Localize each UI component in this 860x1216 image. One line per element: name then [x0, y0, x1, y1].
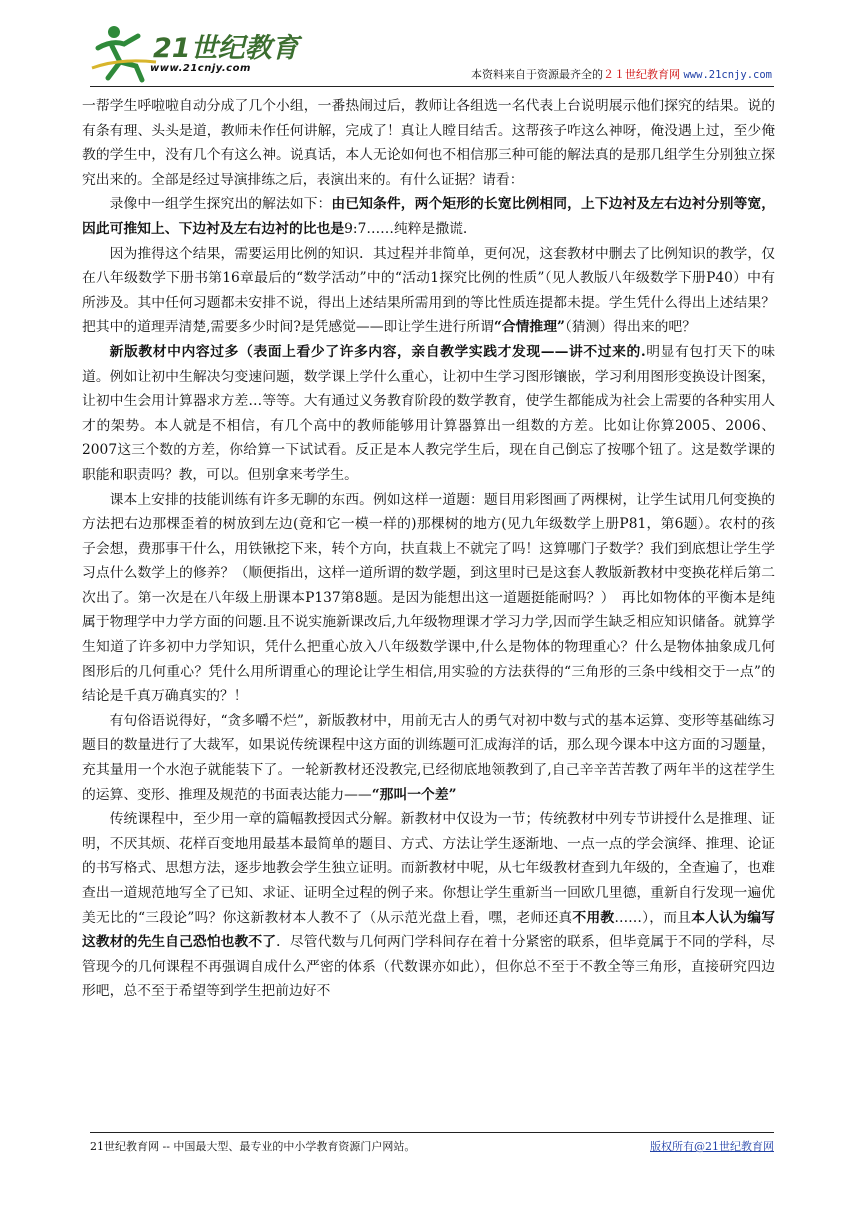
paragraph-4-bold: 新版教材中内容过多（表面上看少了许多内容，亲自教学实践才发现——讲不过来的.	[109, 343, 646, 360]
paragraph-4-text: 明显有包打天下的味道。例如让初中生解决匀变速问题，数学课上学什么重心，让初中生学习图形镶嵌，学习利用图形变换设计图案，让初中生会用计算器求方差…等等。大有通过义务教育阶段的数学教育，使学生都能成为社会上需要的各种实用人才的架势。本人就是不相信，有几个高中的教师能够用计算器算出一组数的方差。比如让你算2005、2006、2007这三个数的方差，你给算一下试试看。反正是本人教完学生后，现在自己倒忘了按哪个钮了。这是数学课的职能和职责吗？教，可以。但别拿来考学生。	[82, 343, 775, 483]
paragraph-3-text: 因为推得这个结果，需要运用比例的知识．其过程并非简单，更何况，这套教材中删去了比例知识的教学，仅在八年级数学下册书第16章最后的“数学活动”中的“活动1探究比例的性质”（见人教版八年级数学下册P40）中有所涉及。其中任何习题都未安排不说，得出上述结果所需用到的等比性质连提都未提。学生凭什么得出上述结果？把其中的道理弄清楚,需要多少时间?是凭感觉——即让学生进行所谓	[82, 245, 775, 336]
paragraph-7	[82, 807, 775, 1004]
footer-divider	[90, 1132, 774, 1133]
article-body	[82, 94, 775, 1004]
paragraph-6-bold: “那叫一个差”	[371, 786, 457, 803]
logo-url: www.21cnjy.com	[150, 63, 251, 74]
paragraph-2-lead: 录像中一组学生探究出的解法如下：	[109, 196, 332, 213]
paragraph-2-end: 9:7……纯粹是撒谎.	[344, 220, 468, 237]
logo-text: 21世纪教育	[153, 33, 299, 64]
paragraph-7-bold-1: 不用教	[572, 909, 615, 926]
paragraph-7-text-b: ……），而且	[614, 909, 692, 926]
paragraph-7-text-a: 传统课程中，至少用一章的篇幅教授因式分解。新教材中仅设为一节；传统教材中列专节讲授什么是推理、证明，不厌其烦、花样百变地用最基本最简单的题目、方式、方法让学生逐渐地、一点一点的学会演绎、推理、论证的书写格式、思想方法，逐步地教会学生独立证明。而新教材中呢，从七年级教材查到九年级的，全查遍了，也难查出一道规范地写全了已知、求证、证明全过程的例子来。你想让学生重新当一回欧几里德，重新自行发现一遍优美无比的“三段论”吗？你这新教材本人教不了（从示范光盘上看，嘿，老师还真	[82, 811, 775, 926]
page-header	[90, 22, 772, 86]
footer-tagline: 21世纪教育网 -- 中国最大型、最专业的中小学教育资源门户网站。	[90, 1140, 416, 1153]
source-url[interactable]: www.21cnjy.com	[683, 69, 772, 81]
paragraph-3-end: （猜测）得出来的吧？	[564, 319, 697, 336]
source-site[interactable]: ２１世纪教育网	[602, 68, 680, 81]
paragraph-6-text: 有句俗语说得好，“贪多嚼不烂”，新版教材中，用前无古人的勇气对初中数与式的基本运算、变形等基础练习题目的数量进行了大裁军，如果说传统课程中这方面的训练题可汇成海洋的话，那么现今课本中这方面的习题量，充其量用一个水泡子就能装下了。一轮新教材还没教完,已经彻底地领教到了,自己辛辛苦苦教了两年半的这茬学生的运算、变形、推理及规范的书面表达能力——	[82, 712, 775, 803]
paragraph-7-bold-2: 本人认为编写这教材的先生自己恐怕也教不了	[82, 909, 776, 951]
paragraph-6	[82, 709, 775, 807]
paragraph-7-text-c: ．尽管代数与几何两门学科间存在着十分紧密的联系，但毕竟属于不同的学科，尽管现今的几何课程不再强调自成什么严密的体系（代数课亦如此），但你总不至于不教全等三角形，直接研究四边形吧，总不至于希望等到学生把前边好不	[82, 934, 776, 1000]
paragraph-2	[82, 192, 775, 241]
paragraph-2-bold: 由已知条件，两个矩形的长宽比例相同，上下边衬及左右边衬分别等宽，因此可推知上、下边衬及左右边衬的比也是	[82, 196, 776, 237]
header-divider	[90, 86, 774, 87]
paragraph-5: 课本上安排的技能训练有许多无聊的东西。例如这样一道题：题目用彩图画了两棵树，让学生试用几何变换的方法把右边那棵歪着的树放到左边(竟和它一模一样的)那棵树的地方(见九年级数学上册P81，第6题）。农村的孩子会想，费那事干什么，用铁锹挖下来，转个方向，扶直栽上不就完了吗！这算哪门子数学？我们到底想让学生学习点什么数学上的修养？（顺便指出，这样一道所谓的数学题，到这里时已是这套人教版新教材中变换花样后第二次出了。第一次是在八年级上册课本P137第8题。是因为能想出这一道题挺能耐吗？） 再比如物体的平衡本是纯属于物理学中力学方面的问题.且不说实施新课改后,九年级物理课才学习力学,因而学生缺乏相应知识储备。就算学生知道了许多初中力学知识，凭什么把重心放入八年级数学课中,什么是物体的物理重心？什么是物体抽象成几何图形后的几何重心？凭什么用所谓重心的理论让学生相信,用实验的方法获得的“三角形的三条中线相交于一点”的结论是千真万确真实的？！	[82, 491, 775, 705]
source-note	[471, 66, 772, 82]
source-prefix: 本资料来自于资源最齐全的	[470, 68, 603, 81]
running-figure-icon	[90, 22, 160, 84]
paragraph-3-bold: “合情推理”	[493, 319, 565, 336]
paragraph-3	[82, 242, 775, 340]
copyright-link[interactable]: 版权所有@21世纪教育网	[650, 1140, 774, 1153]
paragraph-4	[82, 340, 775, 488]
site-logo	[90, 22, 299, 84]
paragraph-1: 一帮学生呼啦啦自动分成了几个小组，一番热闹过后，教师让各组选一名代表上台说明展示他们探究的结果。说的有条有理、头头是道，教师未作任何讲解，完成了！真让人瞠目结舌。这帮孩子咋这么神呀，俺没遇上过，至少俺教的学生中，没有几个有这么神。说真话，本人无论如何也不相信那三种可能的解法真的是那几组学生分别独立探究出来的。全部是经过导演排练之后，表演出来的。有什么证据？请看：	[82, 98, 775, 188]
